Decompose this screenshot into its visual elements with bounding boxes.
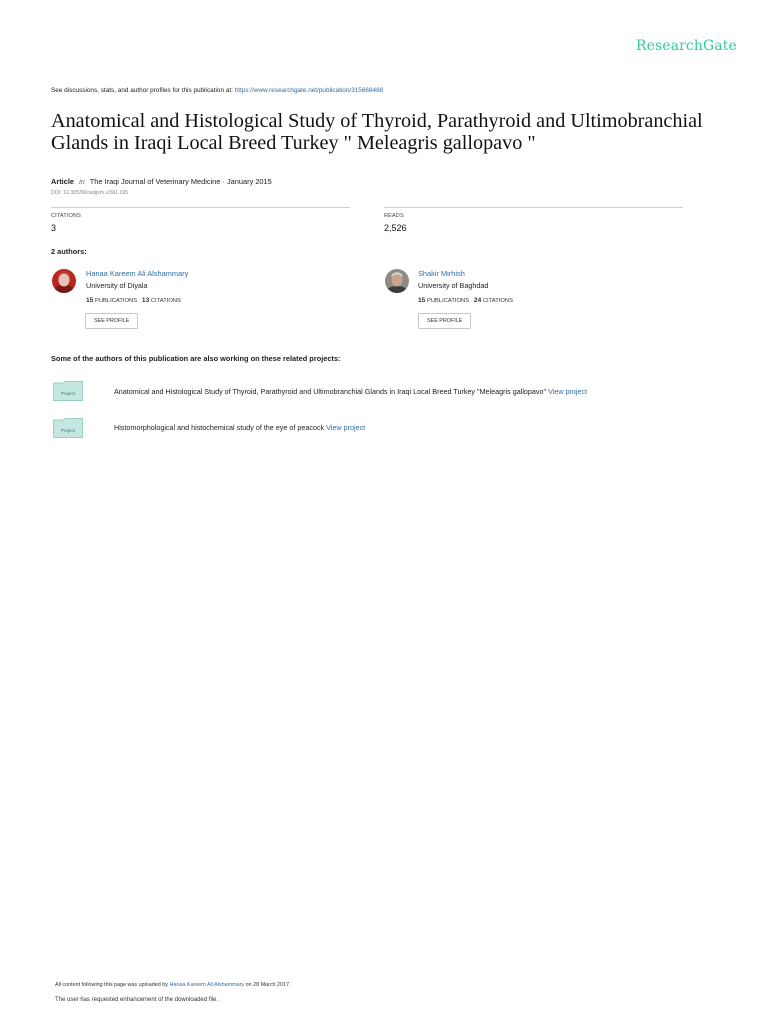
related-projects-heading: Some of the authors of this publication are also working on these related projects: [51, 354, 341, 363]
see-profile-button-2[interactable]: SEE PROFILE [418, 313, 471, 329]
project-item-1 [114, 387, 587, 396]
citations-value: 3 [51, 223, 57, 233]
see-profile-button-1[interactable]: SEE PROFILE [85, 313, 138, 329]
author-2-stats [418, 297, 513, 304]
project-folder-icon [53, 418, 83, 438]
author-1-name[interactable]: Hanaa Kareem Ali Alshammary [86, 269, 189, 278]
researchgate-logo[interactable]: ResearchGate [636, 38, 737, 54]
author-1-institution: University of Diyala [86, 281, 148, 290]
article-type: Article [51, 177, 75, 186]
citations-label: CITATIONS [51, 213, 81, 219]
reads-value: 2,526 [384, 223, 407, 233]
view-project-link-2[interactable]: View project [326, 423, 366, 432]
avatar-author-1[interactable] [52, 269, 76, 293]
reads-label: READS [384, 213, 404, 219]
project-item-2 [114, 423, 365, 432]
divider-reads [384, 207, 683, 208]
avatar-image-2 [385, 269, 409, 293]
project-icon-label: Project [60, 391, 76, 396]
journal-name[interactable]: The Iraqi Journal of Veterinary Medicine · January 2015 [89, 177, 272, 186]
author-2-pub-count: 15 [418, 297, 426, 304]
avatar-author-2[interactable] [385, 269, 409, 293]
project-2-title: Histomorphological and histochemical study of the eye of peacock [114, 423, 325, 432]
author-1-cit-count: 13 [141, 297, 150, 304]
project-1-title: Anatomical and Histological Study of Thyroid, Parathyroid and Ultimobranchial Glands in Iraqi Local Breed Turkey "Meleagris gallopavo" [114, 387, 547, 396]
enhancement-note: The user has requested enhancement of the downloaded file. [55, 997, 219, 1003]
project-icon-label: Project [60, 428, 76, 433]
author-2-cit-label: CITATIONS [482, 298, 513, 304]
publication-link[interactable]: https://www.researchgate.net/publication/315668488 [234, 87, 384, 94]
author-1-pub-count: 15 [86, 297, 94, 304]
uploader-link[interactable]: Hanaa Kareem Ali Alshammary [169, 982, 245, 988]
discussion-line [51, 87, 383, 94]
discussion-text: See discussions, stats, and author profiles for this publication at: [51, 87, 233, 94]
author-1-pub-label: PUBLICATIONS [94, 298, 138, 304]
article-doi[interactable]: DOI: 10.30539/iraqijvm.v39i1.195 [51, 190, 128, 196]
upload-suffix: on 28 March 2017. [245, 982, 291, 988]
in-word: in [79, 177, 85, 186]
article-title: Anatomical and Histological Study of Thyroid, Parathyroid and Ultimobranchial Glands in Iraqi Local Breed Turkey " Meleagris gallopavo " [51, 110, 703, 154]
project-folder-icon [53, 381, 83, 401]
upload-prefix: All content following this page was uploaded by [55, 982, 168, 988]
author-2-institution: University of Baghdad [418, 281, 489, 290]
upload-note [55, 982, 291, 988]
divider-citations [51, 207, 350, 208]
avatar-image-1 [52, 269, 76, 293]
article-meta [51, 177, 272, 186]
author-2-pub-label: PUBLICATIONS [426, 298, 470, 304]
author-2-cit-count: 24 [473, 297, 482, 304]
view-project-link-1[interactable]: View project [548, 387, 588, 396]
author-1-stats [86, 297, 181, 304]
authors-heading: 2 authors: [51, 247, 87, 256]
author-2-name[interactable]: Shakir Mirhish [418, 269, 465, 278]
author-1-cit-label: CITATIONS [150, 298, 181, 304]
